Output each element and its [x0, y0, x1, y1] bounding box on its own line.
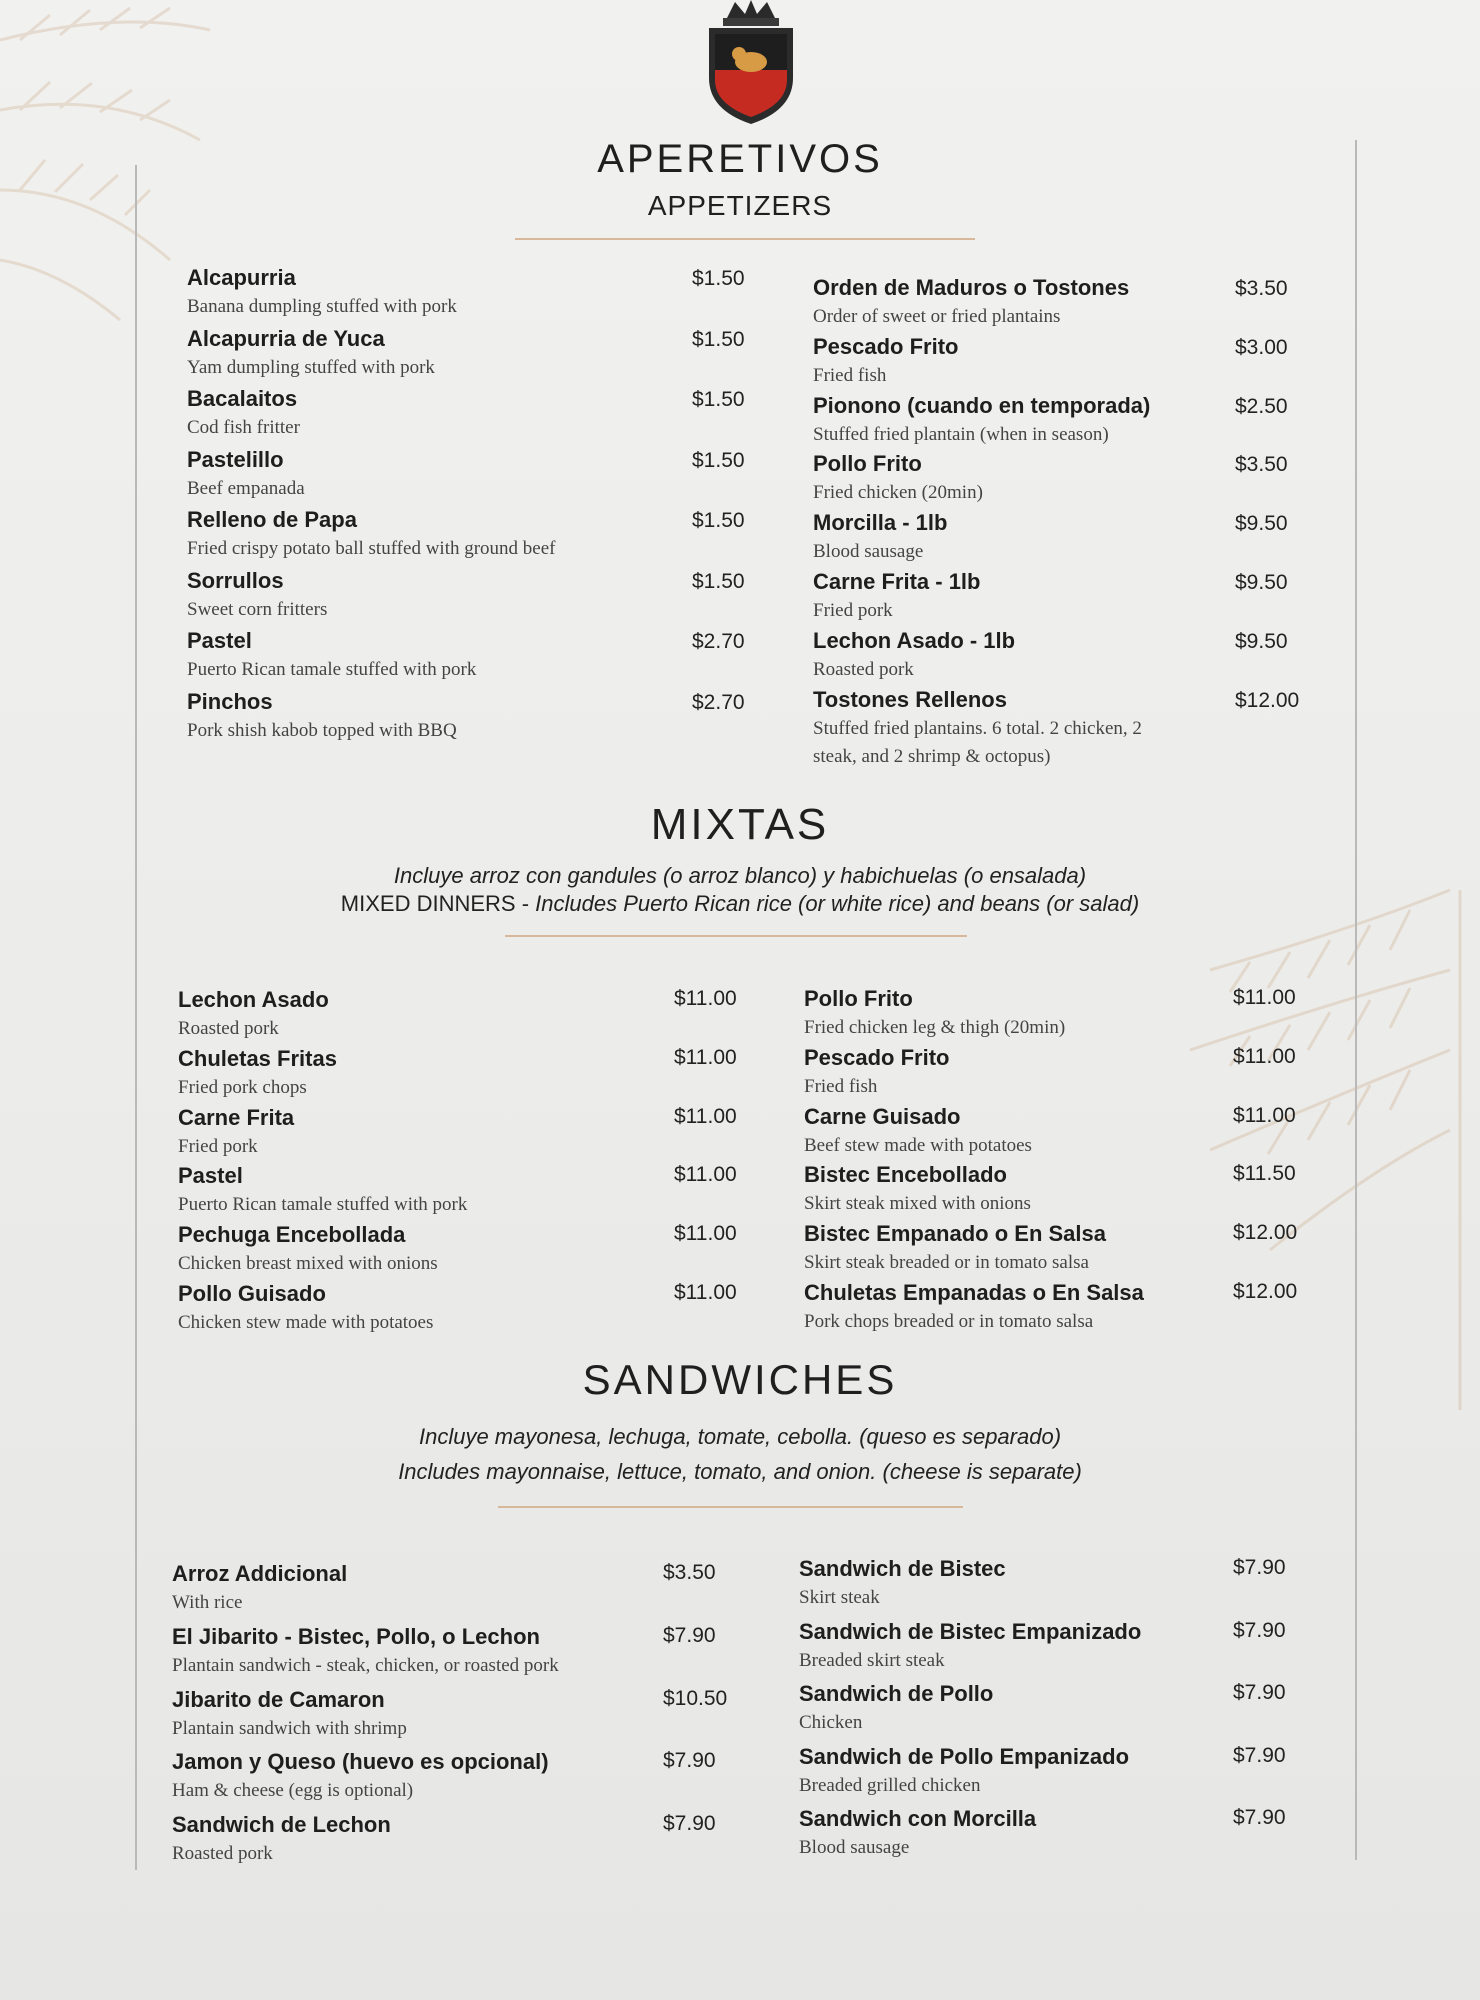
menu-item-description: Fried pork: [813, 600, 893, 621]
menu-item-name: Arroz Addicional: [172, 1561, 348, 1586]
menu-item-name: Pescado Frito: [813, 334, 959, 359]
menu-item-description: Sweet corn fritters: [187, 599, 328, 620]
menu-item-name: Pionono (cuando en temporada): [813, 393, 1151, 418]
menu-item-name: Pechuga Encebollada: [178, 1222, 406, 1247]
menu-item: [178, 987, 329, 1043]
menu-item-description: Ham & cheese (egg is optional): [172, 1780, 414, 1801]
menu-item-price: $7.90: [1233, 1681, 1286, 1704]
menu-item-description: Skirt steak mixed with onions: [804, 1193, 1031, 1214]
menu-item-description: Pork chops breaded or in tomato salsa: [804, 1311, 1094, 1332]
sandwiches-divider: [498, 1506, 963, 1508]
mixtas-note-english-text: Includes Puerto Rican rice (or white rice) and beans (or salad): [535, 891, 1140, 916]
menu-item-description: Pork shish kabob topped with BBQ: [187, 720, 457, 741]
menu-item-name: Sandwich de Pollo: [799, 1681, 994, 1706]
menu-item-price: $9.50: [1235, 571, 1288, 594]
menu-item-price: $3.50: [663, 1561, 716, 1584]
menu-item-description: Skirt steak breaded or in tomato salsa: [804, 1252, 1089, 1273]
menu-item-price: $11.00: [674, 1105, 737, 1128]
menu-item-description: Stuffed fried plantain (when in season): [813, 424, 1109, 445]
menu-item: [178, 1163, 467, 1219]
menu-item-price: $7.90: [663, 1624, 716, 1647]
menu-item-description: Puerto Rican tamale stuffed with pork: [178, 1194, 468, 1215]
menu-item-name: Tostones Rellenos: [813, 687, 1007, 712]
menu-item-description: Plantain sandwich - steak, chicken, or roasted pork: [172, 1655, 559, 1676]
menu-item-name: Orden de Maduros o Tostones: [813, 275, 1130, 300]
menu-item-name: Carne Frita: [178, 1105, 295, 1130]
menu-item-description: Fried chicken leg & thigh (20min): [804, 1017, 1066, 1038]
menu-item-description: Roasted pork: [172, 1843, 273, 1864]
menu-item-price: $7.90: [1233, 1744, 1286, 1767]
menu-item-price: $7.90: [1233, 1619, 1286, 1642]
menu-item: [172, 1749, 549, 1805]
menu-item-name: Sandwich de Bistec: [799, 1556, 1006, 1581]
menu-item-description: Chicken breast mixed with onions: [178, 1253, 438, 1274]
palm-leaf-right-icon: [1150, 850, 1480, 1410]
menu-item: [172, 1561, 347, 1617]
menu-item-description: Banana dumpling stuffed with pork: [187, 296, 457, 317]
menu-item-name: Pollo Frito: [813, 451, 922, 476]
sandwiches-note-english: [0, 1459, 1480, 1485]
menu-item: [178, 1046, 337, 1102]
menu-item-name: Chuletas Empanadas o En Salsa: [804, 1280, 1144, 1305]
menu-item: [813, 687, 1142, 771]
menu-item-price: $7.90: [663, 1749, 716, 1772]
menu-item-description: Roasted pork: [178, 1018, 279, 1039]
menu-item-name: Alcapurria de Yuca: [187, 326, 385, 351]
menu-item-price: $11.00: [674, 1222, 737, 1245]
menu-item-name: Lechon Asado - 1lb: [813, 628, 1016, 653]
menu-item-price: $1.50: [692, 388, 745, 411]
menu-item-name: Pastel: [187, 628, 252, 653]
menu-item-description: Stuffed fried plantains. 6 total. 2 chicken, 2: [813, 718, 1142, 739]
menu-item: [799, 1556, 1006, 1612]
menu-item-description: Beef stew made with potatoes: [804, 1135, 1032, 1156]
menu-item-description: With rice: [172, 1592, 243, 1613]
menu-item: [187, 507, 556, 563]
menu-item-price: $7.90: [1233, 1806, 1286, 1829]
menu-item-name: Relleno de Papa: [187, 507, 357, 532]
left-frame-line: [135, 165, 137, 1870]
menu-item-price: $2.50: [1235, 395, 1288, 418]
menu-item-description: Beef empanada: [187, 478, 305, 499]
menu-item: [804, 1045, 949, 1101]
menu-item-description: Blood sausage: [813, 541, 924, 562]
menu-item: [187, 265, 457, 321]
menu-item: [804, 1162, 1031, 1218]
menu-item-price: $1.50: [692, 509, 745, 532]
menu-item: [172, 1624, 559, 1680]
sandwiches-title: SANDWICHES: [582, 1356, 898, 1403]
menu-item: [799, 1806, 1036, 1862]
menu-item-name: Sandwich de Bistec Empanizado: [799, 1619, 1142, 1644]
menu-item-name: Pastel: [178, 1163, 243, 1188]
sandwiches-note-english-text: Includes mayonnaise, lettuce, tomato, and onion. (cheese is separate): [398, 1459, 1082, 1484]
mixtas-note-english: [0, 891, 1480, 917]
menu-item-description: Breaded grilled chicken: [799, 1775, 981, 1796]
menu-item-price: $7.90: [1233, 1556, 1286, 1579]
sandwiches-note-spanish: [0, 1424, 1480, 1450]
menu-item: [804, 1280, 1144, 1336]
menu-item: [172, 1687, 407, 1743]
menu-item-price: $1.50: [692, 328, 745, 351]
right-frame-line: [1355, 140, 1357, 1860]
menu-item: [799, 1744, 1129, 1800]
menu-item-price: $3.50: [1235, 277, 1288, 300]
menu-item-description: Chicken: [799, 1712, 863, 1733]
mixtas-divider: [505, 935, 967, 937]
menu-item-price: $9.50: [1235, 512, 1288, 535]
menu-item: [187, 568, 327, 624]
menu-item-name: Pollo Frito: [804, 986, 913, 1011]
appetizers-title: APERETIVOS: [597, 137, 883, 181]
restaurant-crest-logo: [705, 0, 797, 126]
menu-item-price: $11.00: [1233, 986, 1296, 1009]
menu-item-description: Skirt steak: [799, 1587, 880, 1608]
menu-item-price: $7.90: [663, 1812, 716, 1835]
menu-item-description: Chicken stew made with potatoes: [178, 1312, 434, 1333]
menu-item-price: $9.50: [1235, 630, 1288, 653]
menu-item-price: $12.00: [1233, 1221, 1298, 1244]
menu-item-description: Fried pork: [178, 1136, 258, 1157]
sandwiches-note-spanish-text: Incluye mayonesa, lechuga, tomate, cebolla. (queso es separado): [418, 1424, 1062, 1449]
menu-item-price: $10.50: [663, 1687, 728, 1710]
menu-item-price: $11.00: [674, 987, 737, 1010]
appetizers-subtitle: APPETIZERS: [647, 190, 833, 221]
menu-item-name: Sandwich de Pollo Empanizado: [799, 1744, 1130, 1769]
menu-item: [813, 510, 947, 566]
menu-item-name: Bistec Empanado o En Salsa: [804, 1221, 1106, 1246]
menu-item-description: Fried pork chops: [178, 1077, 307, 1098]
menu-item: [172, 1812, 391, 1868]
menu-item-name: Pastelillo: [187, 447, 284, 472]
menu-item-price: $3.50: [1235, 453, 1288, 476]
menu-item-description: Breaded skirt steak: [799, 1650, 945, 1671]
menu-item-price: $11.00: [674, 1281, 737, 1304]
menu-item-name: Pollo Guisado: [178, 1281, 326, 1306]
menu-item-price: $11.50: [1233, 1162, 1296, 1185]
menu-item-price: $3.00: [1235, 336, 1288, 359]
menu-item-description: Yam dumpling stuffed with pork: [187, 357, 435, 378]
menu-item-name: Morcilla - 1lb: [813, 510, 948, 535]
menu-item: [187, 689, 457, 745]
menu-item-name: Carne Guisado: [804, 1104, 961, 1129]
menu-item: [799, 1681, 993, 1737]
menu-item-price: $2.70: [692, 630, 745, 653]
menu-item-price: $11.00: [674, 1046, 737, 1069]
menu-item: [813, 393, 1150, 449]
menu-item: [813, 628, 1015, 684]
menu-item: [178, 1222, 438, 1278]
menu-item-price: $1.50: [692, 267, 745, 290]
menu-item: [813, 275, 1129, 331]
menu-item-name: Chuletas Fritas: [178, 1046, 337, 1071]
menu-item: [804, 986, 1065, 1042]
menu-item-name: Bacalaitos: [187, 386, 298, 411]
menu-item: [804, 1104, 1032, 1160]
menu-item-name: Carne Frita - 1lb: [813, 569, 981, 594]
menu-item-name: Sandwich de Lechon: [172, 1812, 391, 1837]
menu-item-name: Jibarito de Camaron: [172, 1687, 385, 1712]
menu-item: [799, 1619, 1141, 1675]
mixtas-note-spanish: [0, 863, 1480, 889]
mixtas-note-spanish-text: Incluye arroz con gandules (o arroz blanco) y habichuelas (o ensalada): [393, 863, 1087, 888]
menu-item-description: Plantain sandwich with shrimp: [172, 1718, 407, 1739]
menu-item-name: El Jibarito - Bistec, Pollo, o Lechon: [172, 1624, 540, 1649]
menu-item-name: Jamon y Queso (huevo es opcional): [172, 1749, 549, 1774]
menu-item-price: $1.50: [692, 570, 745, 593]
menu-item: [178, 1105, 294, 1161]
menu-item-price: $11.00: [1233, 1045, 1296, 1068]
appetizers-divider: [515, 238, 975, 240]
menu-item-description: Order of sweet or fried plantains: [813, 306, 1061, 327]
menu-item: [187, 326, 435, 382]
menu-item-description: Roasted pork: [813, 659, 914, 680]
menu-item-name: Lechon Asado: [178, 987, 329, 1012]
menu-item-description: Puerto Rican tamale stuffed with pork: [187, 659, 477, 680]
menu-item-description: Fried fish: [813, 365, 887, 386]
menu-item-name: Pescado Frito: [804, 1045, 950, 1070]
menu-item: [187, 386, 300, 442]
menu-item-name: Sandwich con Morcilla: [799, 1806, 1037, 1831]
menu-item-price: $2.70: [692, 691, 745, 714]
menu-item-price: $12.00: [1235, 689, 1300, 712]
menu-item: [178, 1281, 433, 1337]
menu-item-description-continued: steak, and 2 shrimp & octopus): [813, 746, 1051, 767]
mixtas-title: MIXTAS: [650, 800, 830, 849]
menu-item-description: Fried chicken (20min): [813, 482, 983, 503]
menu-item-price: $11.00: [674, 1163, 737, 1186]
menu-item: [813, 569, 980, 625]
menu-item-description: Blood sausage: [799, 1837, 910, 1858]
menu-item-name: Alcapurria: [187, 265, 296, 290]
menu-item-name: Pinchos: [187, 689, 273, 714]
menu-item-description: Cod fish fritter: [187, 417, 300, 438]
menu-item-price: $12.00: [1233, 1280, 1298, 1303]
mixtas-note-prefix: MIXED DINNERS -: [340, 891, 536, 916]
menu-item: [813, 451, 983, 507]
menu-item: [187, 447, 305, 503]
menu-item-price: $1.50: [692, 449, 745, 472]
menu-item: [187, 628, 476, 684]
menu-item-description: Fried fish: [804, 1076, 878, 1097]
menu-item-description: Fried crispy potato ball stuffed with ground beef: [187, 538, 556, 559]
menu-item-name: Sorrullos: [187, 568, 284, 593]
menu-item-price: $11.00: [1233, 1104, 1296, 1127]
menu-item: [813, 334, 958, 390]
menu-item-name: Bistec Encebollado: [804, 1162, 1007, 1187]
menu-item: [804, 1221, 1106, 1277]
